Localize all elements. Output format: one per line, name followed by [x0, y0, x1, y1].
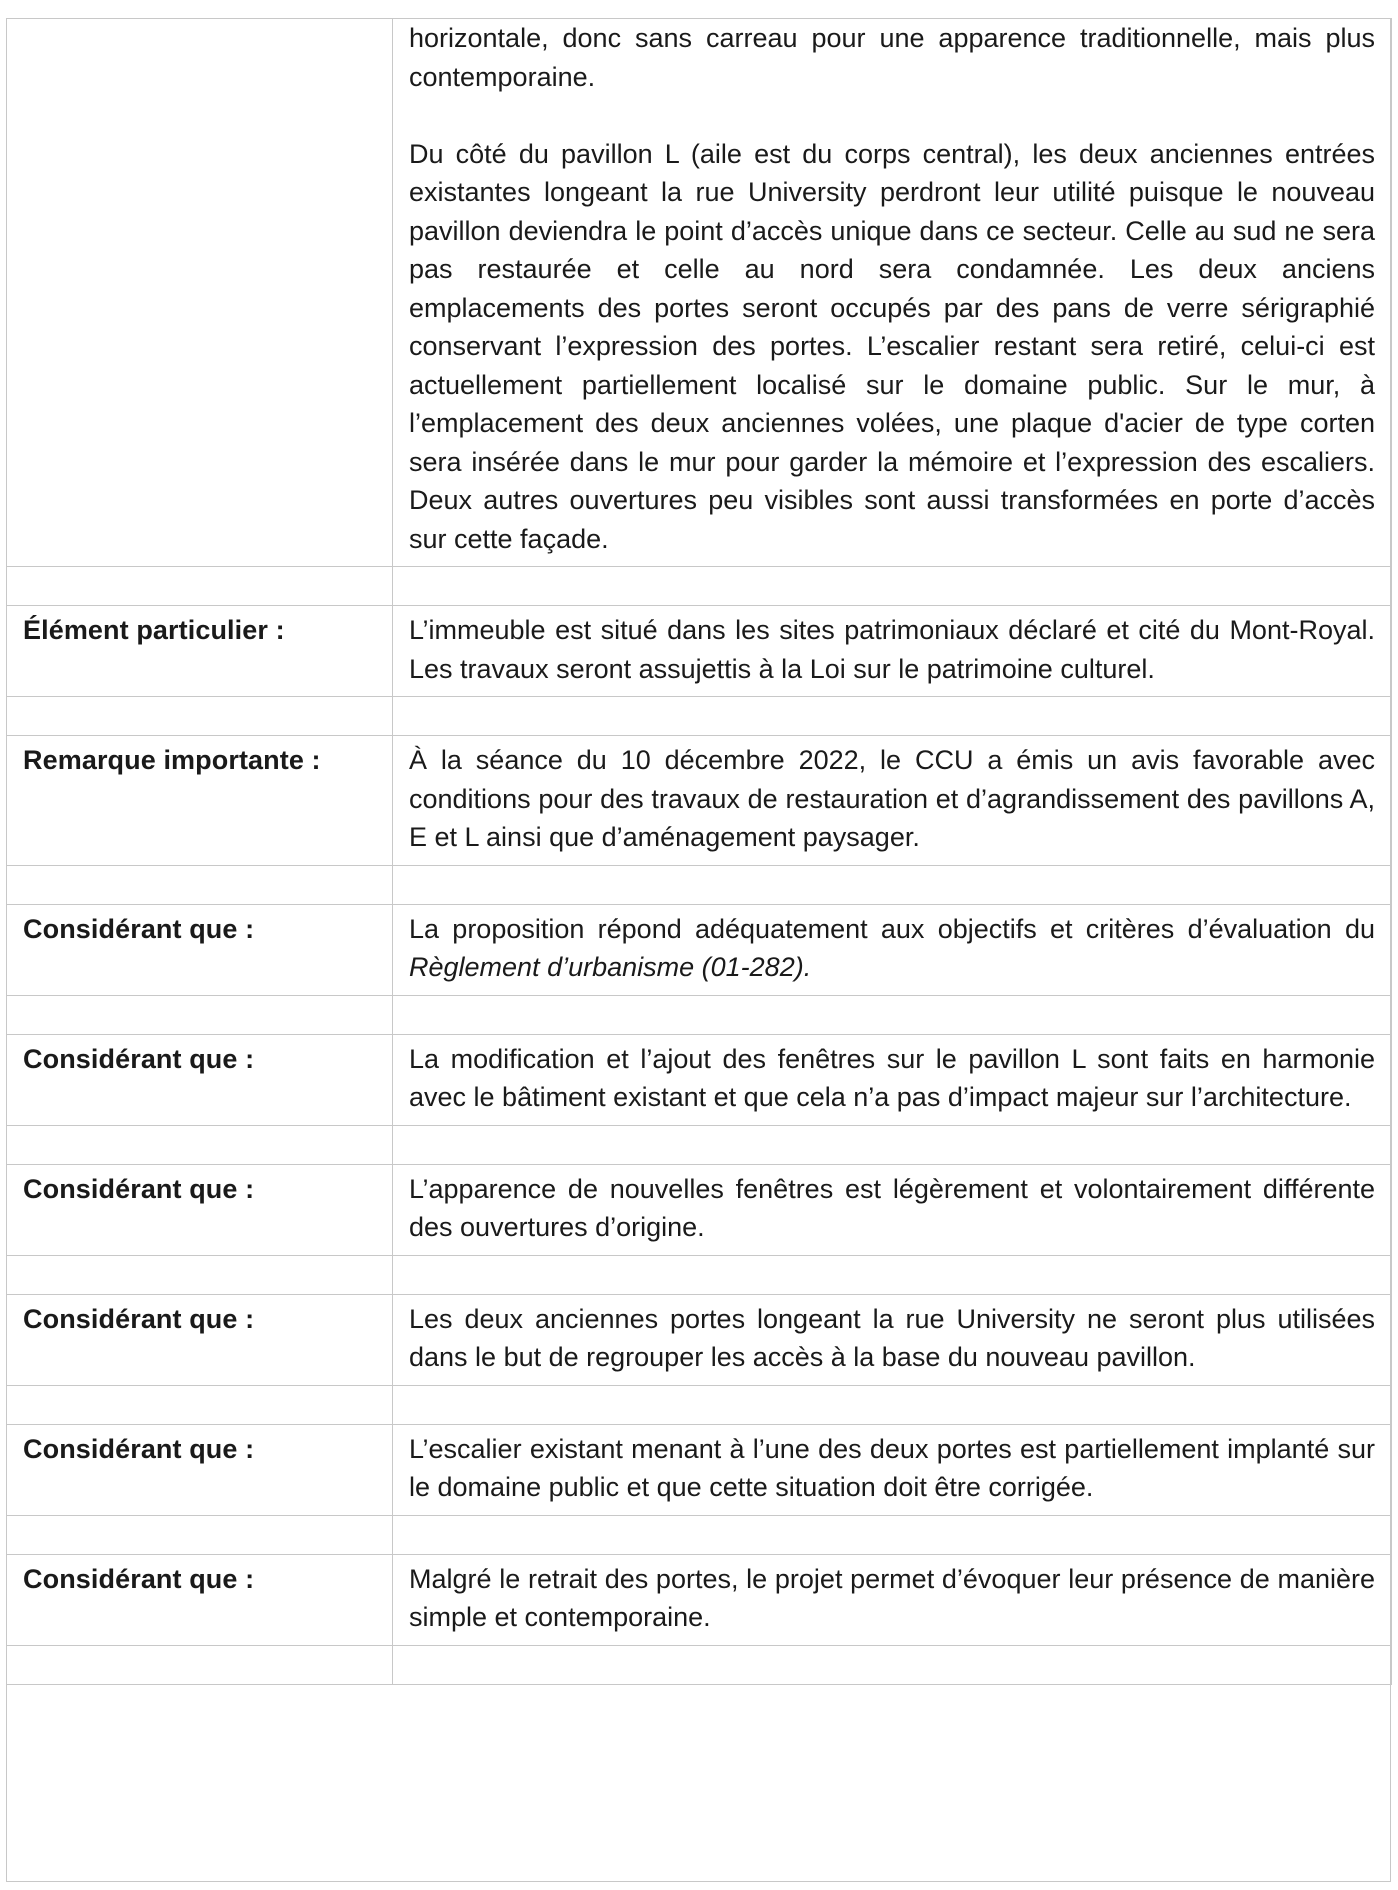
row-text: Les deux anciennes portes longeant la rue University ne seront plus utilisées dans le but de regrouper les accès à la base du nouveau pavillon. [393, 1294, 1392, 1385]
row-text: L’apparence de nouvelles fenêtres est légèrement et volontairement différente des ouvertures d’origine. [393, 1164, 1392, 1255]
spacer-row [7, 865, 1392, 904]
row-text: Malgré le retrait des portes, le projet permet d’évoquer leur présence de manière simple et contemporaine. [393, 1554, 1392, 1645]
row-label: Considérant que : [7, 1164, 393, 1255]
spacer-row [7, 1385, 1392, 1424]
table-row [7, 904, 1392, 995]
continuation-paragraph: horizontale, donc sans carreau pour une apparence traditionnelle, mais plus contemporaine. [409, 23, 1375, 92]
document-table [6, 18, 1392, 1685]
spacer-row [7, 1255, 1392, 1294]
row-label: Considérant que : [7, 1554, 393, 1645]
row-text [393, 904, 1392, 995]
table-row [7, 736, 1392, 866]
row-label: Considérant que : [7, 1424, 393, 1515]
row-label: Considérant que : [7, 1294, 393, 1385]
row-label: Élément particulier : [7, 606, 393, 697]
continuation-text-cell [393, 19, 1392, 567]
label-cell-empty [7, 19, 393, 567]
row-text: L’escalier existant menant à l’une des deux portes est partiellement implanté sur le domaine public et que cette situation doit être corrigée. [393, 1424, 1392, 1515]
regulation-reference: Règlement d’urbanisme (01-282). [409, 952, 812, 982]
row-label: Remarque importante : [7, 736, 393, 866]
continuation-paragraph: Du côté du pavillon L (aile est du corps central), les deux anciennes entrées existantes longeant la rue University perdront leur utilité puisque le nouveau pavillon deviendra le point d’accès unique dans ce secteur. Celle au sud ne sera pas restaurée et celle au nord sera condamnée. Les deux anciens emplacements des portes seront occupés par des pans de verre sérigraphié conservant l’expression des portes. L’escalier restant sera retiré, celui-ci est actuellement partiellement localisé sur le domaine public. Sur le mur, à l’emplacement des deux anciennes volées, une plaque d'acier de type corten sera insérée dans le mur pour garder la mémoire et l’expression des escaliers. Deux autres ouvertures peu visibles sont aussi transformées en porte d’accès sur cette façade. [409, 138, 1375, 554]
table-row [7, 1294, 1392, 1385]
table-row [7, 19, 1392, 567]
table-row [7, 1554, 1392, 1645]
spacer-row [7, 1515, 1392, 1554]
spacer-row [7, 1125, 1392, 1164]
row-text-plain: La proposition répond adéquatement aux objectifs et critères d’évaluation du [409, 913, 1375, 944]
row-label: Considérant que : [7, 1034, 393, 1125]
spacer-row [7, 697, 1392, 736]
table-row [7, 1034, 1392, 1125]
spacer-row [7, 995, 1392, 1034]
table-row [7, 1164, 1392, 1255]
table-row [7, 606, 1392, 697]
spacer-row [7, 567, 1392, 606]
row-text: L’immeuble est situé dans les sites patrimoniaux déclaré et cité du Mont-Royal. Les travaux seront assujettis à la Loi sur le patrimoine culturel. [393, 606, 1392, 697]
row-label: Considérant que : [7, 904, 393, 995]
spacer-row [7, 1645, 1392, 1684]
table-row [7, 1424, 1392, 1515]
row-text: La modification et l’ajout des fenêtres sur le pavillon L sont faits en harmonie avec le bâtiment existant et que cela n’a pas d’impact majeur sur l’architecture. [393, 1034, 1392, 1125]
row-text: À la séance du 10 décembre 2022, le CCU a émis un avis favorable avec conditions pour des travaux de restauration et d’agrandissement des pavillons A, E et L ainsi que d’aménagement paysager. [393, 736, 1392, 866]
